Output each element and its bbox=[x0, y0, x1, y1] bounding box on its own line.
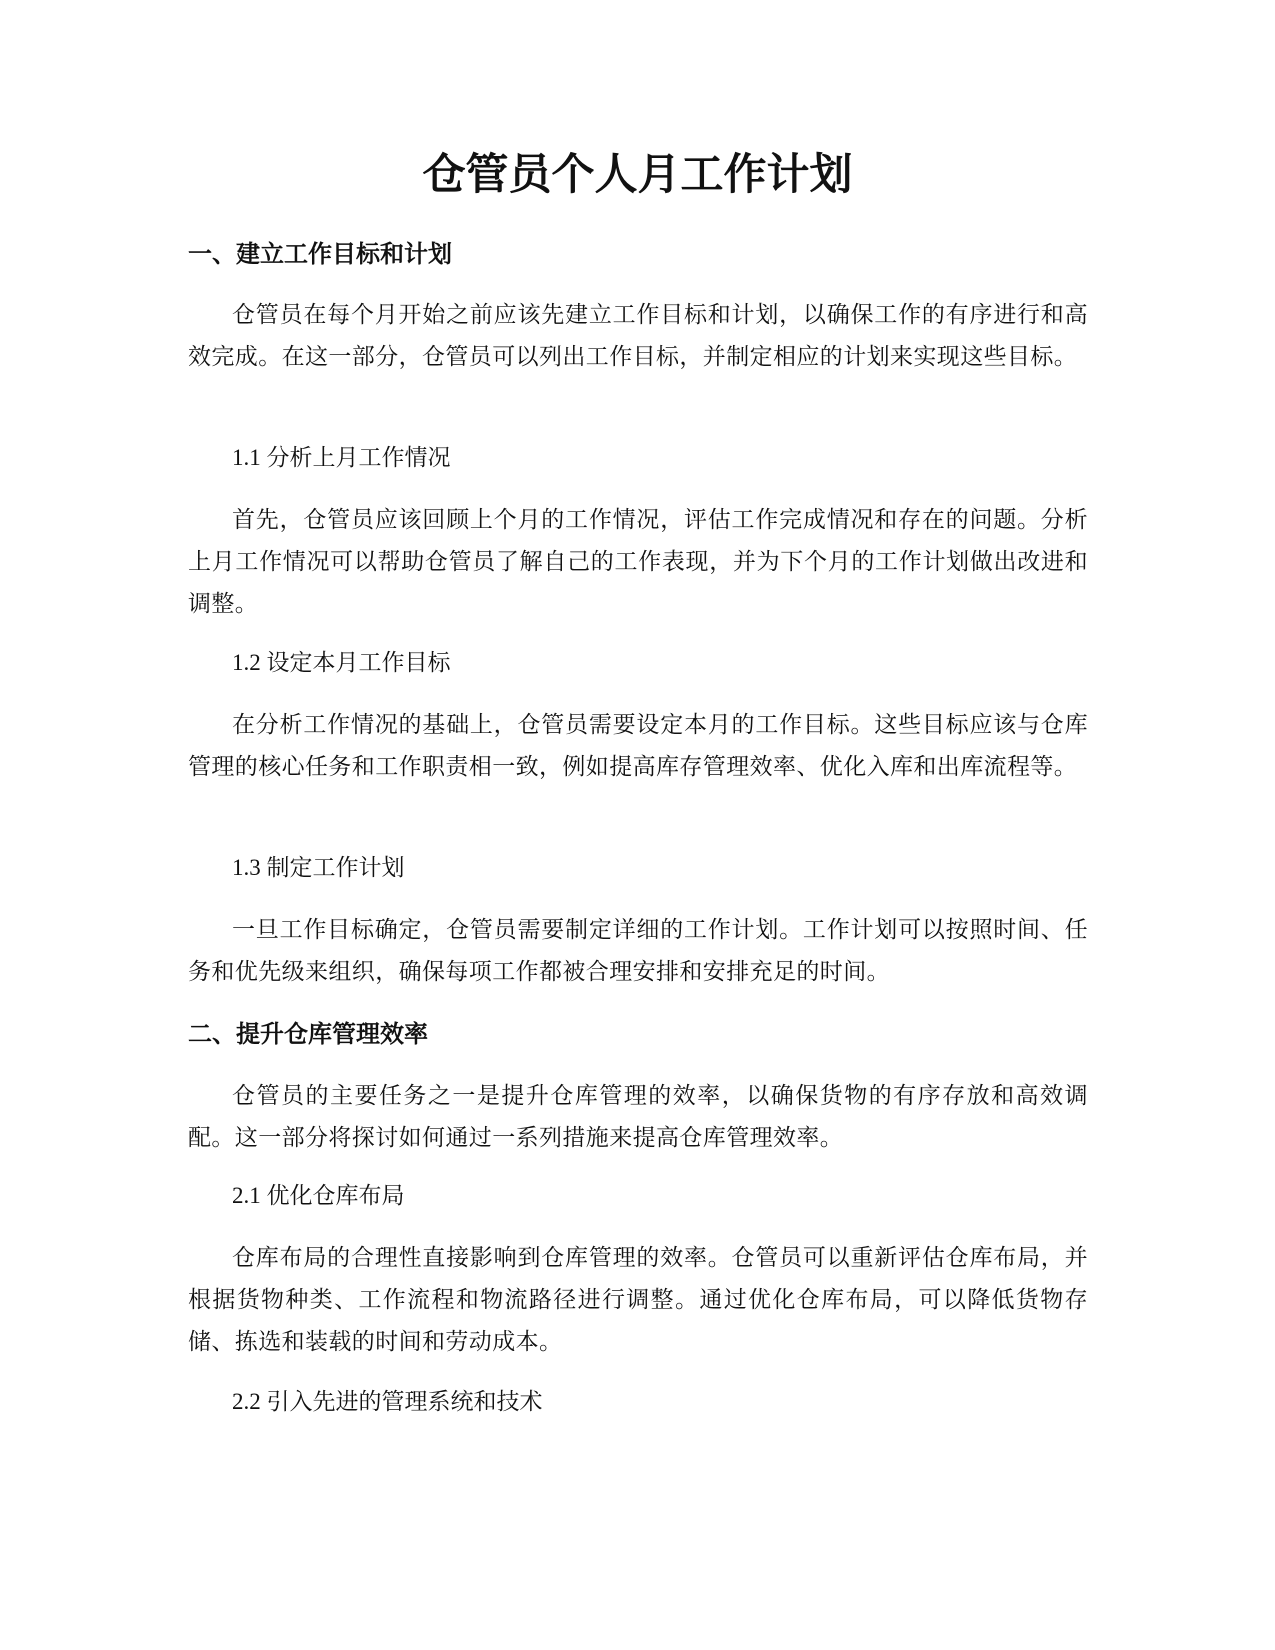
subsection-1-1-text: 首先，仓管员应该回顾上个月的工作情况，评估工作完成情况和存在的问题。分析上月工作情况可以帮助仓管员了解自己的工作表现，并为下个月的工作计划做出改进和调整。 bbox=[188, 507, 1088, 616]
subsection-heading-2-1: 2.1 优化仓库布局 bbox=[232, 1183, 405, 1208]
subsection-2-1-text: 仓库布局的合理性直接影响到仓库管理的效率。仓管员可以重新评估仓库布局，并根据货物种类、工作流程和物流路径进行调整。通过优化仓库布局，可以降低货物存储、拣选和装载的时间和劳动成本。 bbox=[188, 1245, 1088, 1354]
subsection-heading-1-1: 1.1 分析上月工作情况 bbox=[232, 445, 451, 470]
section-heading-2: 二、提升仓库管理效率 bbox=[188, 1020, 428, 1048]
section-heading-1: 一、建立工作目标和计划 bbox=[188, 240, 452, 268]
subsection-heading-1-2: 1.2 设定本月工作目标 bbox=[232, 650, 451, 675]
subsection-heading-2-2: 2.2 引入先进的管理系统和技术 bbox=[232, 1389, 543, 1414]
subsection-1-2-text: 在分析工作情况的基础上，仓管员需要设定本月的工作目标。这些目标应该与仓库管理的核心任务和工作职责相一致，例如提高库存管理效率、优化入库和出库流程等。 bbox=[188, 712, 1088, 779]
subsection-1-3-text: 一旦工作目标确定，仓管员需要制定详细的工作计划。工作计划可以按照时间、任务和优先级来组织，确保每项工作都被合理安排和安排充足的时间。 bbox=[188, 917, 1088, 984]
section-1-intro: 仓管员在每个月开始之前应该先建立工作目标和计划，以确保工作的有序进行和高效完成。在这一部分，仓管员可以列出工作目标，并制定相应的计划来实现这些目标。 bbox=[188, 302, 1088, 369]
subsection-heading-1-3: 1.3 制定工作计划 bbox=[232, 855, 405, 880]
section-2-intro: 仓管员的主要任务之一是提升仓库管理的效率，以确保货物的有序存放和高效调配。这一部分将探讨如何通过一系列措施来提高仓库管理效率。 bbox=[188, 1083, 1088, 1150]
page-title: 仓管员个人月工作计划 bbox=[422, 150, 853, 200]
